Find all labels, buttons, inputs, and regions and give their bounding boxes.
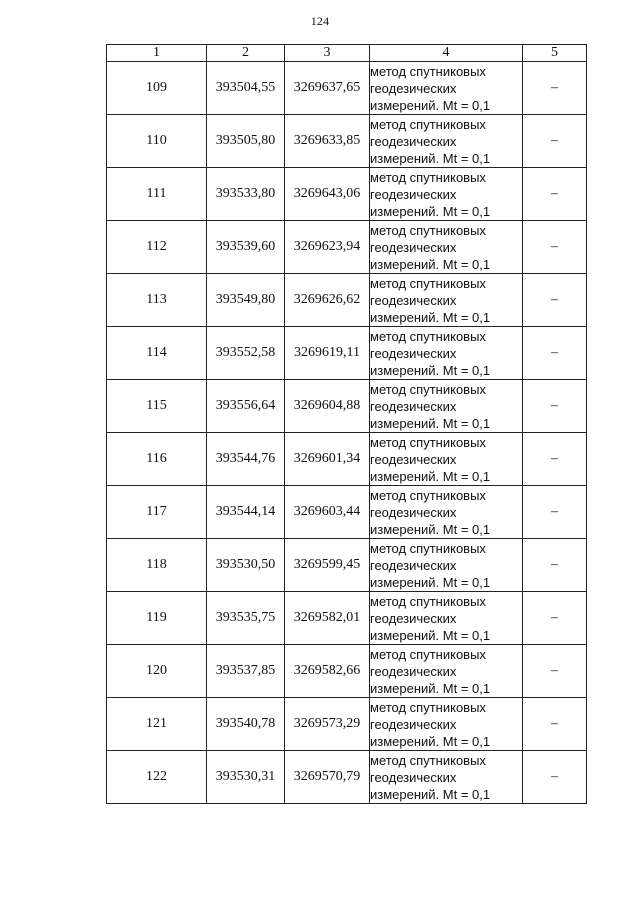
note-cell: – <box>523 274 587 327</box>
method-line: геодезических <box>370 663 457 679</box>
note-cell: – <box>523 698 587 751</box>
table-row <box>107 274 587 327</box>
method-line: метод спутниковых <box>370 328 486 344</box>
method-line: геодезических <box>370 133 457 149</box>
point-number-cell: 115 <box>107 380 207 433</box>
method-line: измерений. Mt = 0,1 <box>370 203 491 219</box>
method-cell <box>370 380 523 433</box>
method-line: измерений. Mt = 0,1 <box>370 574 491 590</box>
method-line: метод спутниковых <box>370 222 486 238</box>
point-number-cell: 118 <box>107 539 207 592</box>
method-cell <box>370 592 523 645</box>
x-coordinate-cell: 393539,60 <box>207 221 285 274</box>
method-cell <box>370 327 523 380</box>
table-row <box>107 486 587 539</box>
x-coordinate-cell: 393533,80 <box>207 168 285 221</box>
point-number-cell: 117 <box>107 486 207 539</box>
header-col-4: 4 <box>370 45 523 62</box>
method-cell <box>370 539 523 592</box>
x-coordinate-cell: 393530,50 <box>207 539 285 592</box>
table-row <box>107 592 587 645</box>
x-coordinate-cell: 393540,78 <box>207 698 285 751</box>
point-number-cell: 111 <box>107 168 207 221</box>
method-line: измерений. Mt = 0,1 <box>370 97 491 113</box>
note-cell: – <box>523 539 587 592</box>
y-coordinate-cell: 3269623,94 <box>285 221 370 274</box>
point-number-cell: 116 <box>107 433 207 486</box>
method-line: измерений. Mt = 0,1 <box>370 309 491 325</box>
y-coordinate-cell: 3269643,06 <box>285 168 370 221</box>
point-number-cell: 122 <box>107 751 207 804</box>
method-line: метод спутниковых <box>370 752 486 768</box>
x-coordinate-cell: 393544,76 <box>207 433 285 486</box>
method-line: метод спутниковых <box>370 593 486 609</box>
method-line: геодезических <box>370 504 457 520</box>
note-cell: – <box>523 168 587 221</box>
method-line: метод спутниковых <box>370 381 486 397</box>
method-cell <box>370 751 523 804</box>
x-coordinate-cell: 393556,64 <box>207 380 285 433</box>
method-line: измерений. Mt = 0,1 <box>370 468 491 484</box>
y-coordinate-cell: 3269604,88 <box>285 380 370 433</box>
y-coordinate-cell: 3269582,66 <box>285 645 370 698</box>
method-line: метод спутниковых <box>370 540 486 556</box>
method-line: геодезических <box>370 186 457 202</box>
note-cell: – <box>523 327 587 380</box>
point-number-cell: 120 <box>107 645 207 698</box>
method-line: геодезических <box>370 610 457 626</box>
method-cell <box>370 274 523 327</box>
note-cell: – <box>523 645 587 698</box>
method-cell <box>370 62 523 115</box>
page-number: 124 <box>310 14 330 28</box>
method-line: измерений. Mt = 0,1 <box>370 680 491 696</box>
y-coordinate-cell: 3269626,62 <box>285 274 370 327</box>
method-line: геодезических <box>370 345 457 361</box>
method-line: измерений. Mt = 0,1 <box>370 521 491 537</box>
method-line: геодезических <box>370 451 457 467</box>
x-coordinate-cell: 393505,80 <box>207 115 285 168</box>
y-coordinate-cell: 3269633,85 <box>285 115 370 168</box>
y-coordinate-cell: 3269619,11 <box>285 327 370 380</box>
method-line: метод спутниковых <box>370 646 486 662</box>
method-line: метод спутниковых <box>370 169 486 185</box>
coordinates-table <box>106 44 587 804</box>
method-line: геодезических <box>370 398 457 414</box>
note-cell: – <box>523 221 587 274</box>
method-cell <box>370 168 523 221</box>
method-cell <box>370 221 523 274</box>
table-row <box>107 168 587 221</box>
x-coordinate-cell: 393537,85 <box>207 645 285 698</box>
point-number-cell: 110 <box>107 115 207 168</box>
method-line: геодезических <box>370 239 457 255</box>
method-line: геодезических <box>370 557 457 573</box>
header-col-2: 2 <box>207 45 285 62</box>
method-line: метод спутниковых <box>370 434 486 450</box>
method-line: геодезических <box>370 769 457 785</box>
method-line: измерений. Mt = 0,1 <box>370 415 491 431</box>
table-row <box>107 115 587 168</box>
table-row <box>107 380 587 433</box>
method-cell <box>370 645 523 698</box>
y-coordinate-cell: 3269601,34 <box>285 433 370 486</box>
method-line: геодезических <box>370 80 457 96</box>
x-coordinate-cell: 393549,80 <box>207 274 285 327</box>
table-row <box>107 751 587 804</box>
note-cell: – <box>523 751 587 804</box>
table-row <box>107 433 587 486</box>
method-line: метод спутниковых <box>370 699 486 715</box>
point-number-cell: 109 <box>107 62 207 115</box>
method-cell <box>370 115 523 168</box>
note-cell: – <box>523 433 587 486</box>
y-coordinate-cell: 3269582,01 <box>285 592 370 645</box>
note-cell: – <box>523 380 587 433</box>
method-line: измерений. Mt = 0,1 <box>370 733 491 749</box>
method-line: геодезических <box>370 292 457 308</box>
header-col-5: 5 <box>523 45 587 62</box>
point-number-cell: 112 <box>107 221 207 274</box>
y-coordinate-cell: 3269573,29 <box>285 698 370 751</box>
header-col-3: 3 <box>285 45 370 62</box>
note-cell: – <box>523 62 587 115</box>
table-row <box>107 327 587 380</box>
point-number-cell: 119 <box>107 592 207 645</box>
method-line: геодезических <box>370 716 457 732</box>
method-cell <box>370 433 523 486</box>
method-line: метод спутниковых <box>370 275 486 291</box>
header-row <box>107 45 587 62</box>
x-coordinate-cell: 393530,31 <box>207 751 285 804</box>
table-row <box>107 221 587 274</box>
point-number-cell: 121 <box>107 698 207 751</box>
method-line: измерений. Mt = 0,1 <box>370 362 491 378</box>
table-body <box>107 62 587 804</box>
note-cell: – <box>523 592 587 645</box>
method-line: метод спутниковых <box>370 487 486 503</box>
header-col-1: 1 <box>107 45 207 62</box>
y-coordinate-cell: 3269570,79 <box>285 751 370 804</box>
method-line: метод спутниковых <box>370 116 486 132</box>
y-coordinate-cell: 3269599,45 <box>285 539 370 592</box>
method-cell <box>370 698 523 751</box>
method-line: метод спутниковых <box>370 63 486 79</box>
point-number-cell: 114 <box>107 327 207 380</box>
point-number-cell: 113 <box>107 274 207 327</box>
x-coordinate-cell: 393552,58 <box>207 327 285 380</box>
method-line: измерений. Mt = 0,1 <box>370 256 491 272</box>
table-row <box>107 645 587 698</box>
x-coordinate-cell: 393535,75 <box>207 592 285 645</box>
note-cell: – <box>523 115 587 168</box>
note-cell: – <box>523 486 587 539</box>
method-line: измерений. Mt = 0,1 <box>370 786 491 802</box>
y-coordinate-cell: 3269603,44 <box>285 486 370 539</box>
x-coordinate-cell: 393544,14 <box>207 486 285 539</box>
method-line: измерений. Mt = 0,1 <box>370 627 491 643</box>
method-line: измерений. Mt = 0,1 <box>370 150 491 166</box>
table-row <box>107 62 587 115</box>
table-row <box>107 698 587 751</box>
y-coordinate-cell: 3269637,65 <box>285 62 370 115</box>
table-row <box>107 539 587 592</box>
method-cell <box>370 486 523 539</box>
x-coordinate-cell: 393504,55 <box>207 62 285 115</box>
